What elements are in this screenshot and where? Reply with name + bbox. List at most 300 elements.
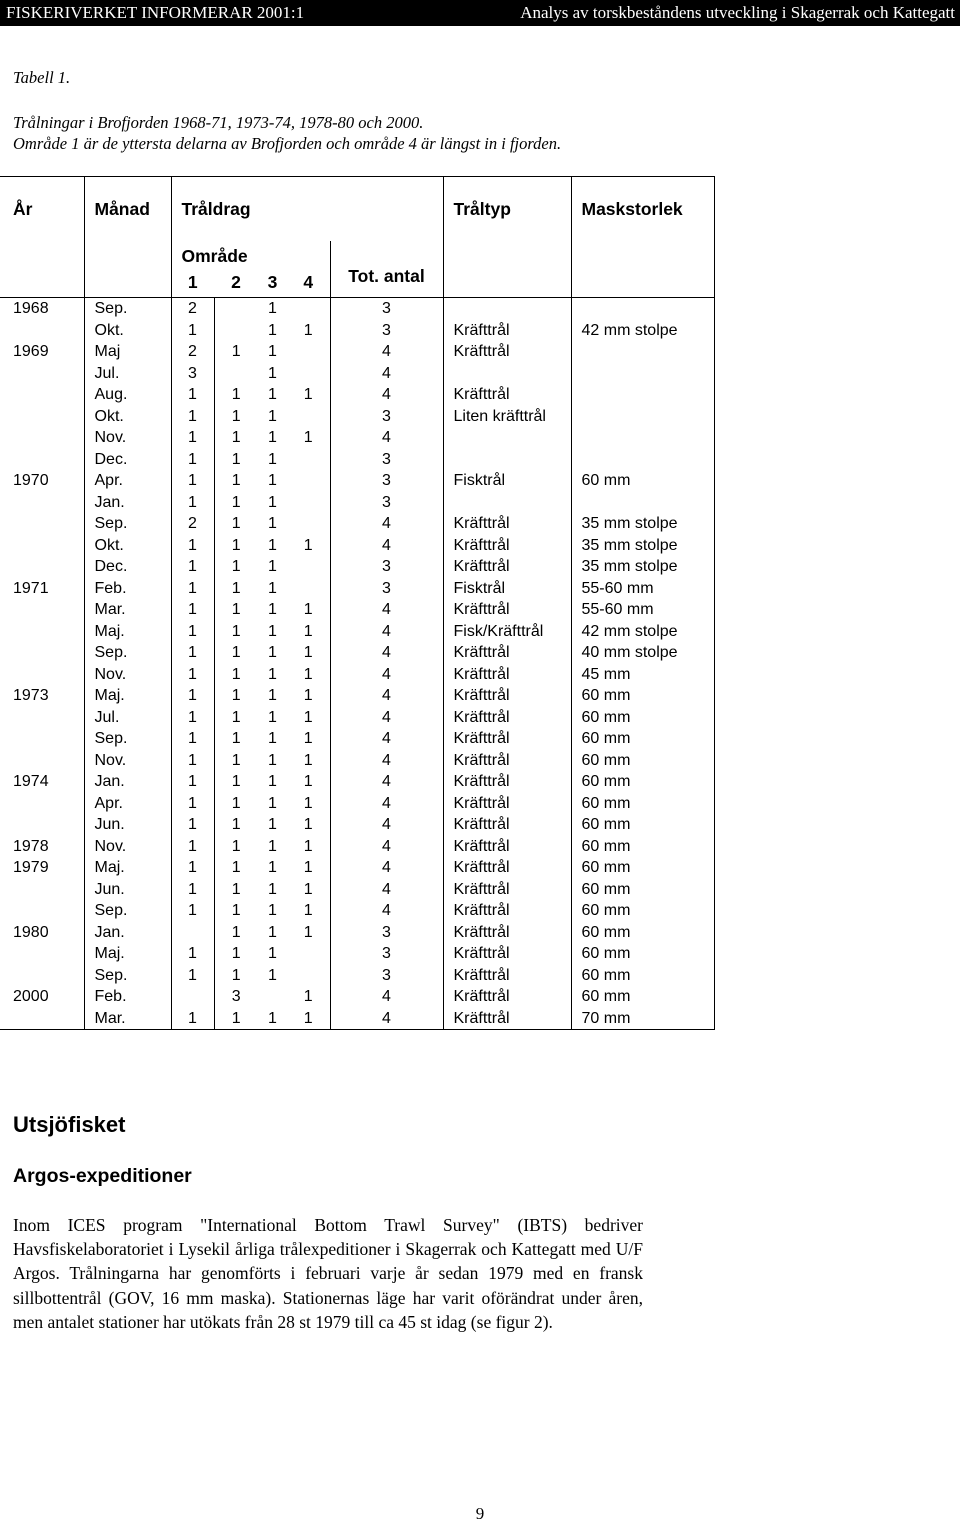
cell-month: Sep. bbox=[84, 728, 171, 750]
cell-total: 4 bbox=[330, 664, 443, 686]
cell-year bbox=[0, 814, 84, 836]
cell-total: 4 bbox=[330, 599, 443, 621]
table-row bbox=[0, 320, 714, 342]
cell-area-3: 1 bbox=[268, 343, 277, 361]
cell-area-3: 1 bbox=[268, 386, 277, 404]
cell-mesh bbox=[571, 449, 714, 471]
cell-year bbox=[0, 793, 84, 815]
cell-area-1: 1 bbox=[171, 857, 214, 879]
cell-area-4: 1 bbox=[303, 1009, 313, 1027]
cell-trawl-type: Kräfttrål bbox=[443, 535, 571, 557]
area-4-header: 4 bbox=[303, 271, 314, 292]
cell-trawl-type: Kräfttrål bbox=[443, 900, 571, 922]
cell-year bbox=[0, 384, 84, 406]
cell-month: Nov. bbox=[84, 750, 171, 772]
table-label: Tabell 1. bbox=[13, 68, 71, 87]
cell-area-4: 1 bbox=[303, 923, 313, 941]
cell-area-1: 1 bbox=[171, 578, 214, 600]
header-article-title: Analys av torskbeståndens utveckling i Skagerrak och Kattegatt bbox=[520, 3, 955, 22]
cell-area-3: 1 bbox=[268, 1009, 277, 1027]
cell-mesh: 60 mm bbox=[571, 728, 714, 750]
cell-area-2: 1 bbox=[214, 793, 258, 815]
cell-area-1: 1 bbox=[171, 470, 214, 492]
cell-area-4: 1 bbox=[303, 687, 313, 705]
cell-month: Nov. bbox=[84, 836, 171, 858]
cell-area-1: 1 bbox=[171, 427, 214, 449]
cell-area-2: 1 bbox=[214, 922, 258, 944]
cell-area-1: 1 bbox=[171, 406, 214, 428]
cell-trawl-type: Liten kräfttrål bbox=[443, 406, 571, 428]
table-row bbox=[0, 578, 714, 600]
cell-total: 4 bbox=[330, 814, 443, 836]
cell-area-3: 1 bbox=[268, 321, 277, 339]
cell-year bbox=[0, 599, 84, 621]
cell-mesh: 55-60 mm bbox=[571, 578, 714, 600]
cell-mesh: 35 mm stolpe bbox=[571, 513, 714, 535]
cell-total: 3 bbox=[330, 556, 443, 578]
cell-area-1: 1 bbox=[171, 556, 214, 578]
cell-mesh bbox=[571, 341, 714, 363]
page-number: 9 bbox=[475, 1504, 485, 1523]
table-row bbox=[0, 793, 714, 815]
cell-area-4 bbox=[287, 513, 330, 535]
cell-total: 4 bbox=[330, 771, 443, 793]
cell-total: 3 bbox=[330, 922, 443, 944]
cell-area-4 bbox=[287, 492, 330, 514]
cell-mesh: 60 mm bbox=[571, 470, 714, 492]
cell-total: 4 bbox=[330, 750, 443, 772]
table-row bbox=[0, 599, 714, 621]
cell-year bbox=[0, 363, 84, 385]
cell-trawl-type bbox=[443, 363, 571, 385]
cell-area-4 bbox=[287, 298, 330, 320]
cell-area-2: 1 bbox=[214, 707, 258, 729]
cell-area-1: 1 bbox=[171, 879, 214, 901]
cell-month: Jun. bbox=[84, 814, 171, 836]
cell-year bbox=[0, 879, 84, 901]
cell-year: 1971 bbox=[13, 579, 49, 597]
cell-year bbox=[0, 427, 84, 449]
table-row bbox=[0, 965, 714, 987]
cell-year bbox=[0, 492, 84, 514]
cell-area-1: 1 bbox=[171, 320, 214, 342]
cell-area-1: 1 bbox=[171, 642, 214, 664]
cell-area-3 bbox=[258, 986, 287, 1008]
cell-year bbox=[0, 1008, 84, 1030]
cell-total: 3 bbox=[330, 298, 443, 320]
cell-mesh: 55-60 mm bbox=[571, 599, 714, 621]
cell-area-2: 1 bbox=[214, 427, 258, 449]
cell-area-4: 1 bbox=[303, 773, 313, 791]
table-row bbox=[0, 492, 714, 514]
cell-year bbox=[0, 965, 84, 987]
cell-month: Mar. bbox=[84, 599, 171, 621]
cell-trawl-type: Fisk/Kräfttrål bbox=[443, 621, 571, 643]
cell-mesh: 60 mm bbox=[571, 857, 714, 879]
cell-area-4 bbox=[287, 406, 330, 428]
cell-total: 3 bbox=[330, 470, 443, 492]
cell-mesh bbox=[571, 384, 714, 406]
cell-trawl-type: Kräfttrål bbox=[443, 965, 571, 987]
cell-total: 3 bbox=[330, 406, 443, 428]
cell-area-1: 3 bbox=[171, 363, 214, 385]
table-row bbox=[0, 427, 714, 449]
col-header-hauls: Tråldrag bbox=[171, 177, 443, 242]
table-row bbox=[0, 986, 714, 1008]
cell-trawl-type: Kräfttrål bbox=[443, 320, 571, 342]
table-row bbox=[0, 836, 714, 858]
cell-area-4 bbox=[287, 363, 330, 385]
cell-area-3: 1 bbox=[268, 751, 277, 769]
cell-area-2: 1 bbox=[214, 513, 258, 535]
cell-area-4: 1 bbox=[303, 708, 313, 726]
cell-area-4: 1 bbox=[303, 880, 313, 898]
cell-year bbox=[0, 556, 84, 578]
cell-year bbox=[0, 621, 84, 643]
cell-mesh: 45 mm bbox=[571, 664, 714, 686]
cell-total: 4 bbox=[330, 384, 443, 406]
cell-year: 1978 bbox=[13, 837, 49, 855]
table-row bbox=[0, 449, 714, 471]
cell-total: 4 bbox=[330, 900, 443, 922]
table-row bbox=[0, 341, 714, 363]
cell-area-2 bbox=[214, 320, 258, 342]
cell-month: Jul. bbox=[84, 363, 171, 385]
cell-year: 1970 bbox=[13, 472, 49, 490]
cell-area-4: 1 bbox=[303, 622, 313, 640]
cell-trawl-type: Kräfttrål bbox=[443, 986, 571, 1008]
cell-area-4: 1 bbox=[303, 321, 313, 339]
cell-area-2: 1 bbox=[214, 879, 258, 901]
cell-area-2: 1 bbox=[214, 535, 258, 557]
cell-area-4: 1 bbox=[303, 837, 313, 855]
cell-area-1: 1 bbox=[171, 900, 214, 922]
cell-mesh: 70 mm bbox=[571, 1008, 714, 1030]
cell-year bbox=[0, 750, 84, 772]
cell-area-3: 1 bbox=[268, 407, 277, 425]
cell-trawl-type: Kräfttrål bbox=[443, 685, 571, 707]
cell-area-4 bbox=[287, 449, 330, 471]
cell-mesh: 60 mm bbox=[571, 879, 714, 901]
cell-month: Maj. bbox=[84, 621, 171, 643]
cell-area-3: 1 bbox=[268, 450, 277, 468]
cell-area-4: 1 bbox=[303, 665, 313, 683]
cell-year bbox=[0, 707, 84, 729]
cell-area-4: 1 bbox=[303, 859, 313, 877]
cell-mesh: 60 mm bbox=[571, 685, 714, 707]
cell-area-1: 1 bbox=[171, 621, 214, 643]
cell-trawl-type: Kräfttrål bbox=[443, 728, 571, 750]
table-row bbox=[0, 814, 714, 836]
cell-area-1: 1 bbox=[171, 965, 214, 987]
cell-area-1: 1 bbox=[171, 535, 214, 557]
cell-area-1: 1 bbox=[171, 771, 214, 793]
cell-year: 1980 bbox=[13, 923, 49, 941]
cell-total: 4 bbox=[330, 535, 443, 557]
table-row bbox=[0, 943, 714, 965]
cell-total: 3 bbox=[330, 578, 443, 600]
cell-total: 4 bbox=[330, 728, 443, 750]
cell-month: Sep. bbox=[84, 965, 171, 987]
cell-year bbox=[0, 664, 84, 686]
cell-year bbox=[0, 642, 84, 664]
cell-area-2 bbox=[214, 363, 258, 385]
area-1-header: 1 bbox=[171, 267, 214, 298]
cell-trawl-type: Kräfttrål bbox=[443, 513, 571, 535]
cell-area-3: 1 bbox=[268, 902, 277, 920]
table-row bbox=[0, 535, 714, 557]
cell-mesh: 60 mm bbox=[571, 900, 714, 922]
table-row bbox=[0, 642, 714, 664]
cell-area-2: 1 bbox=[214, 449, 258, 471]
cell-trawl-type: Kräfttrål bbox=[443, 707, 571, 729]
cell-area-2: 1 bbox=[214, 664, 258, 686]
cell-area-2: 1 bbox=[214, 621, 258, 643]
cell-area-1: 1 bbox=[171, 707, 214, 729]
col-header-mesh: Maskstorlek bbox=[571, 177, 714, 242]
cell-total: 3 bbox=[330, 320, 443, 342]
cell-area-2 bbox=[214, 298, 258, 320]
cell-mesh bbox=[571, 406, 714, 428]
area-header-row bbox=[0, 241, 714, 267]
cell-area-3: 1 bbox=[268, 966, 277, 984]
cell-area-3: 1 bbox=[268, 579, 277, 597]
table-row bbox=[0, 900, 714, 922]
cell-area-2: 1 bbox=[214, 836, 258, 858]
cell-trawl-type: Kräfttrål bbox=[443, 556, 571, 578]
cell-total: 3 bbox=[330, 449, 443, 471]
cell-area-2: 1 bbox=[214, 406, 258, 428]
cell-area-3: 1 bbox=[268, 665, 277, 683]
cell-trawl-type: Kräfttrål bbox=[443, 1008, 571, 1030]
cell-area-3: 1 bbox=[268, 859, 277, 877]
cell-area-1 bbox=[171, 986, 214, 1008]
cell-month: Nov. bbox=[84, 664, 171, 686]
cell-trawl-type bbox=[443, 298, 571, 320]
cell-month: Apr. bbox=[84, 470, 171, 492]
cell-area-2: 1 bbox=[214, 470, 258, 492]
cell-area-4: 1 bbox=[303, 751, 313, 769]
cell-area-3: 1 bbox=[268, 730, 277, 748]
cell-mesh: 35 mm stolpe bbox=[571, 535, 714, 557]
cell-area-4: 1 bbox=[303, 988, 313, 1006]
cell-area-1: 1 bbox=[171, 750, 214, 772]
cell-area-2: 1 bbox=[214, 642, 258, 664]
cell-area-4: 1 bbox=[303, 902, 313, 920]
table-row bbox=[0, 750, 714, 772]
cell-month: Okt. bbox=[84, 406, 171, 428]
cell-total: 3 bbox=[330, 965, 443, 987]
cell-trawl-type bbox=[443, 492, 571, 514]
cell-area-3: 1 bbox=[268, 794, 277, 812]
cell-area-4 bbox=[287, 470, 330, 492]
table-row bbox=[0, 406, 714, 428]
cell-total: 4 bbox=[330, 363, 443, 385]
cell-mesh: 42 mm stolpe bbox=[571, 320, 714, 342]
cell-year bbox=[0, 320, 84, 342]
cell-area-4: 1 bbox=[303, 730, 313, 748]
cell-mesh: 60 mm bbox=[571, 814, 714, 836]
cell-area-3: 1 bbox=[268, 493, 277, 511]
cell-mesh: 60 mm bbox=[571, 965, 714, 987]
cell-area-1: 1 bbox=[171, 793, 214, 815]
total-header: Tot. antal bbox=[330, 241, 443, 298]
cell-total: 4 bbox=[330, 427, 443, 449]
cell-year: 1969 bbox=[13, 343, 49, 361]
cell-area-2: 1 bbox=[214, 728, 258, 750]
cell-year bbox=[0, 449, 84, 471]
cell-area-2: 1 bbox=[214, 384, 258, 406]
cell-area-3: 1 bbox=[268, 364, 277, 382]
header-publication: FISKERIVERKET INFORMERAR 2001:1 bbox=[6, 3, 305, 22]
cell-area-2: 1 bbox=[214, 556, 258, 578]
cell-month: Sep. bbox=[84, 900, 171, 922]
body-paragraph: Inom ICES program "International Bottom Trawl Survey" (IBTS) bedriver Havsfiskelaboratoriet i Lysekil årliga trålexpeditioner i Skagerrak och Kattegatt med U/F Argos. Trålningarna har genomförts i februari varje år sedan 1979 med en fransk sillbottentrål (GOV, 16 mm maska). Stationernas läge har varit oförändrat under åren, men antalet stationer har utökats från 28 st 1979 till ca 45 st idag (se figur 2). bbox=[13, 1215, 643, 1332]
cell-trawl-type: Kräfttrål bbox=[443, 943, 571, 965]
cell-month: Feb. bbox=[84, 578, 171, 600]
cell-month: Jan. bbox=[84, 922, 171, 944]
cell-mesh bbox=[571, 427, 714, 449]
cell-month: Maj bbox=[84, 341, 171, 363]
table-caption-line2: Område 1 är de yttersta delarna av Brofjorden och område 4 är längst in i fjorden. bbox=[13, 134, 562, 153]
cell-month: Okt. bbox=[84, 320, 171, 342]
cell-area-3: 1 bbox=[268, 644, 277, 662]
cell-area-2: 1 bbox=[214, 900, 258, 922]
cell-mesh: 60 mm bbox=[571, 943, 714, 965]
cell-area-4 bbox=[287, 341, 330, 363]
cell-area-1: 1 bbox=[171, 1008, 214, 1030]
table-row bbox=[0, 363, 714, 385]
cell-area-4 bbox=[287, 578, 330, 600]
cell-trawl-type: Kräfttrål bbox=[443, 664, 571, 686]
cell-month: Maj. bbox=[84, 943, 171, 965]
cell-month: Maj. bbox=[84, 857, 171, 879]
area-3-header: 3 bbox=[267, 271, 278, 292]
cell-area-2: 1 bbox=[214, 492, 258, 514]
cell-year bbox=[0, 943, 84, 965]
cell-area-3: 1 bbox=[268, 816, 277, 834]
cell-total: 4 bbox=[330, 513, 443, 535]
cell-trawl-type: Fisktrål bbox=[443, 470, 571, 492]
cell-area-3: 1 bbox=[268, 622, 277, 640]
cell-area-1: 1 bbox=[171, 836, 214, 858]
cell-trawl-type: Kräfttrål bbox=[443, 836, 571, 858]
cell-trawl-type: Kräfttrål bbox=[443, 814, 571, 836]
cell-area-3: 1 bbox=[268, 880, 277, 898]
cell-trawl-type bbox=[443, 427, 571, 449]
cell-area-2: 1 bbox=[214, 814, 258, 836]
cell-total: 4 bbox=[330, 341, 443, 363]
cell-trawl-type: Kräfttrål bbox=[443, 922, 571, 944]
cell-mesh: 60 mm bbox=[571, 793, 714, 815]
table-row bbox=[0, 857, 714, 879]
col-header-month: Månad bbox=[84, 177, 171, 242]
cell-month: Mar. bbox=[84, 1008, 171, 1030]
table-row bbox=[0, 771, 714, 793]
cell-area-3: 1 bbox=[268, 687, 277, 705]
cell-mesh: 40 mm stolpe bbox=[571, 642, 714, 664]
cell-mesh: 60 mm bbox=[571, 750, 714, 772]
cell-area-2: 1 bbox=[214, 943, 258, 965]
cell-mesh: 60 mm bbox=[571, 836, 714, 858]
cell-area-2: 1 bbox=[214, 685, 258, 707]
cell-mesh bbox=[571, 492, 714, 514]
cell-area-4 bbox=[287, 943, 330, 965]
cell-year bbox=[0, 535, 84, 557]
cell-area-2: 1 bbox=[214, 578, 258, 600]
cell-area-1: 1 bbox=[171, 943, 214, 965]
cell-area-4 bbox=[287, 556, 330, 578]
cell-area-3: 1 bbox=[268, 923, 277, 941]
cell-month: Maj. bbox=[84, 685, 171, 707]
cell-total: 4 bbox=[330, 793, 443, 815]
cell-mesh bbox=[571, 363, 714, 385]
cell-trawl-type bbox=[443, 449, 571, 471]
cell-mesh: 60 mm bbox=[571, 771, 714, 793]
cell-year bbox=[0, 513, 84, 535]
area-header: Område bbox=[171, 241, 330, 267]
cell-total: 4 bbox=[330, 621, 443, 643]
table-row bbox=[0, 470, 714, 492]
cell-month: Jan. bbox=[84, 492, 171, 514]
table-row bbox=[0, 384, 714, 406]
cell-trawl-type: Kräfttrål bbox=[443, 857, 571, 879]
cell-area-2: 1 bbox=[214, 599, 258, 621]
cell-month: Aug. bbox=[84, 384, 171, 406]
table-row bbox=[0, 728, 714, 750]
cell-month: Feb. bbox=[84, 986, 171, 1008]
cell-month: Dec. bbox=[84, 449, 171, 471]
cell-area-3: 1 bbox=[268, 601, 277, 619]
cell-area-2: 1 bbox=[214, 771, 258, 793]
table-row bbox=[0, 1008, 714, 1030]
cell-area-3: 1 bbox=[268, 429, 277, 447]
cell-year: 1974 bbox=[13, 773, 49, 791]
table-row bbox=[0, 621, 714, 643]
cell-year bbox=[0, 728, 84, 750]
cell-trawl-type: Kräfttrål bbox=[443, 771, 571, 793]
table-row bbox=[0, 879, 714, 901]
cell-trawl-type: Fisktrål bbox=[443, 578, 571, 600]
cell-area-3: 1 bbox=[268, 945, 277, 963]
cell-area-3: 1 bbox=[268, 536, 277, 554]
cell-area-1: 1 bbox=[171, 814, 214, 836]
cell-area-1: 2 bbox=[171, 298, 214, 320]
cell-area-3: 1 bbox=[268, 558, 277, 576]
cell-area-4: 1 bbox=[303, 644, 313, 662]
cell-total: 4 bbox=[330, 879, 443, 901]
cell-month: Jun. bbox=[84, 879, 171, 901]
cell-mesh: 35 mm stolpe bbox=[571, 556, 714, 578]
cell-area-4: 1 bbox=[303, 601, 313, 619]
cell-month: Okt. bbox=[84, 535, 171, 557]
cell-year: 1973 bbox=[13, 687, 49, 705]
table-row bbox=[0, 298, 714, 320]
cell-month: Nov. bbox=[84, 427, 171, 449]
cell-month: Sep. bbox=[84, 642, 171, 664]
cell-year: 2000 bbox=[13, 988, 49, 1006]
cell-area-1: 1 bbox=[171, 685, 214, 707]
cell-area-4: 1 bbox=[303, 429, 313, 447]
running-header bbox=[0, 0, 960, 26]
cell-area-2: 3 bbox=[214, 986, 258, 1008]
cell-area-2: 1 bbox=[214, 857, 258, 879]
cell-area-3: 1 bbox=[268, 708, 277, 726]
cell-area-3: 1 bbox=[268, 773, 277, 791]
cell-area-2: 1 bbox=[214, 341, 258, 363]
section-subheading: Argos-expeditioner bbox=[13, 1165, 192, 1187]
cell-month: Sep. bbox=[84, 513, 171, 535]
